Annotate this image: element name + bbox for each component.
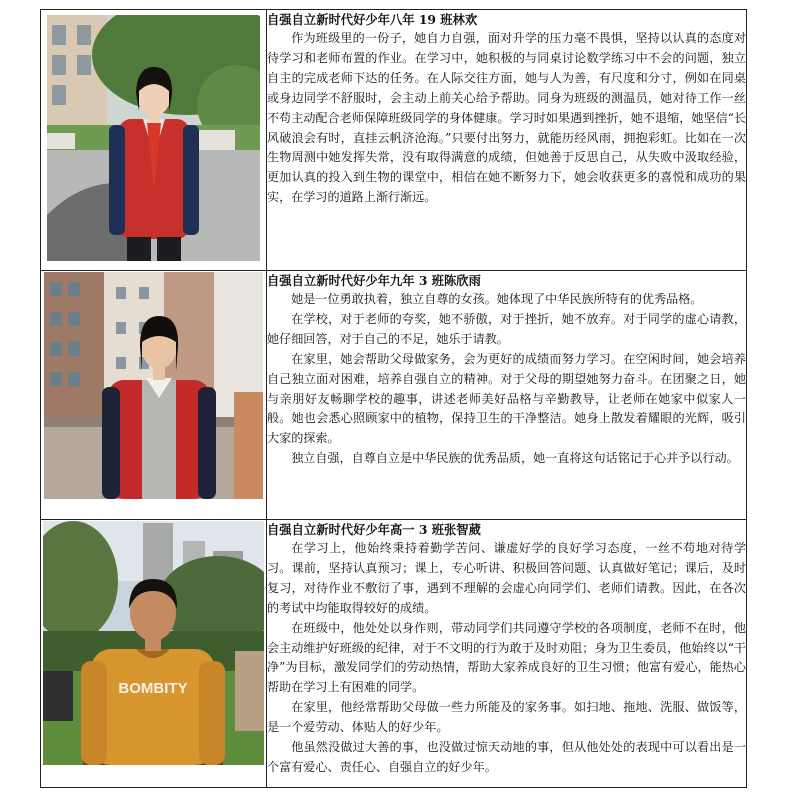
photo-cell: [41, 271, 267, 520]
profile-paragraph: 独立自强，自尊自立是中华民族的优秀品质，她一直将这句话铭记于心并予以行动。: [291, 451, 739, 466]
photo-cell: [41, 10, 267, 271]
student-photo-boy-icon: [43, 521, 264, 765]
profile-paragraph: 在班级中，他处处以身作则，带动同学们共同遵守学校的各项制度，老师不在时，他会主动维护好班级的纪律，对于不文明的行为敢于及时劝阻；身为卫生委员，他始终以“干净”为目标，激发同学们的劳动热情，帮助大家养成良好的卫生习惯；他富有爱心，能热心帮助在学习上有困难的同学。: [267, 620, 746, 695]
sleeve-right: [199, 661, 225, 765]
document-sheet: [40, 9, 747, 788]
sleeve-right: [183, 125, 199, 235]
profile-title: 自强自立新时代好少年九年 3 班陈欣雨: [267, 273, 481, 288]
profile-paragraph: 在家里，他经常帮助父母做一些力所能及的家务事。如扫地、拖地、洗服、做饭等，是一个爱劳动、体贴人的好少年。: [267, 700, 746, 735]
profile-paragraph: 作为班级里的一份子，她自力自强，面对升学的压力毫不畏惧，坚持以认真的态度对待学习和老师布置的作业。在学习中，她积极的与同桌讨论数学练习中不会的问题，独立自主的完成老师下达的任务。在人际交往方面，她与人为善，有尺度和分寸，例如在同桌或身边同学不舒服时，会主动上前关心给予帮助。同身为班级的测温员，她对待工作一丝不苟主动配合老师保障班级同学的身体健康。学习时如果遇到挫折，她不退缩，她坚信“长风破浪会有时，直挂云帆济沧海。”只要付出努力，就能历经风雨，拥抱彩虹。比如在一次生物周测中她发挥失常，没有取得满意的成绩，但她善于反思自己，从失败中汲取经验，更加认真的投入到生物的课堂中，相信在她不断努力下，她会收获更多的喜悦和成功的果实，在学习的道路上渐行渐远。: [267, 31, 746, 205]
profile-text-cell: [267, 10, 747, 271]
profile-row: [41, 10, 747, 271]
profile-title: 自强自立新时代好少年八年 19 班林欢: [267, 12, 478, 27]
profile-paragraph: 在学习上，他始终秉持着勤学苦问、谦虚好学的良好学习态度，一丝不苟地对待学习。课前，坚持认真预习；课上，专心听讲、积极回答问题、认真做好笔记；课后，及时复习，对待作业不敷衍了事，遇到不理解的会虚心向同学们、老师们请教。因此，在各次的考试中均能取得较好的成绩。: [267, 541, 746, 615]
profile-paragraph: 她是一位勇敢执着，独立自尊的女孩。她体现了中华民族所特有的优秀品格。: [291, 292, 703, 306]
profile-title: 自强自立新时代好少年高一 3 班张智葳: [267, 522, 481, 537]
sleeve-right: [198, 387, 216, 499]
shirt-print: BOMBITY: [118, 680, 188, 697]
student-photo-3: [43, 521, 264, 765]
profiles-table: [40, 9, 747, 788]
photo-cell: [41, 520, 267, 788]
sleeve-left: [109, 125, 125, 235]
profile-paragraph: 在学校，对于老师的夸奖，她不骄傲，对于挫折，她不放弃。对于同学的虚心请教，她仔细回答，对于自己的不足，她乐于请教。: [267, 311, 746, 346]
profile-text-cell: [267, 520, 747, 788]
profile-row: [41, 271, 747, 520]
student-photo-1: [47, 15, 260, 261]
profile-row: [41, 520, 747, 788]
profile-paragraph: 他虽然没做过大善的事，也没做过惊天动地的事，但从他处处的表现中可以看出是一个富有爱心、责任心、自强自立的好少年。: [267, 740, 746, 774]
sleeve-left: [102, 387, 120, 499]
sleeve-left: [81, 661, 107, 765]
profile-paragraph: 在家里，她会帮助父母做家务，会为更好的成绩而努力学习。在空闲时间，她会培养自己独立面对困难，培养自强自立的精神。对于父母的期望她努力奋斗。在团聚之日，她与亲朋好友畅聊学校的趣事，讲述老师美好品格与辛勤教导，让老师在她家中似家人一般。她也会悉心照顾家中的植物，保持卫生的干净整洁。她身上散发着耀眼的光辉，吸引大家的探索。: [267, 351, 746, 446]
student-photo-girl-icon: [47, 15, 260, 261]
student-photo-2: [44, 272, 263, 499]
profile-text-cell: [267, 271, 747, 520]
student-photo-girl-icon: [44, 272, 263, 499]
sweater: [91, 649, 215, 765]
